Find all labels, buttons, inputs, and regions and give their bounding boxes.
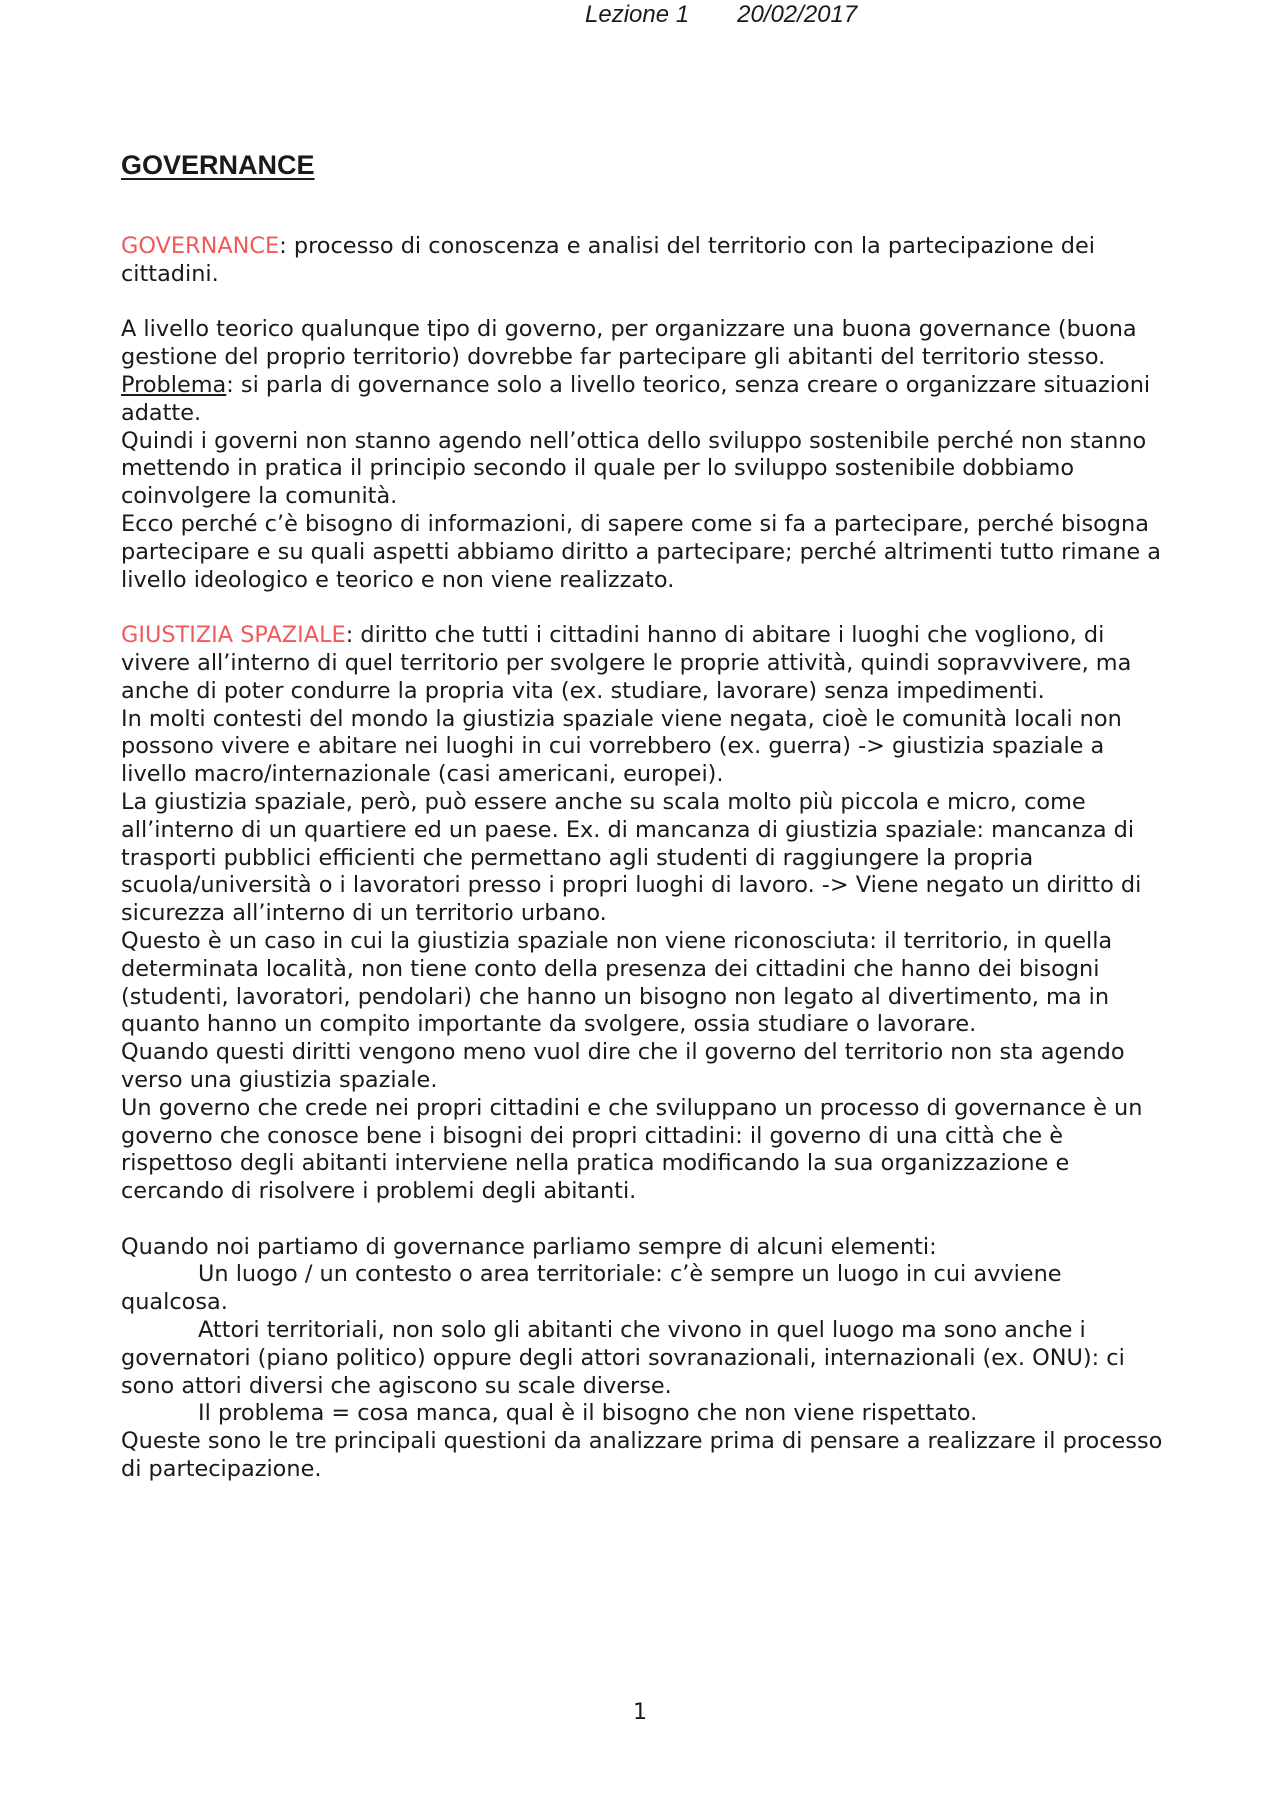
element-place: Un luogo / un contesto o area territoriale: c’è sempre un luogo in cui avviene qualcosa. <box>121 1261 1062 1316</box>
paragraph-case: Questo è un caso in cui la giustizia spaziale non viene riconosciuta: il territorio, in quella determinata località, non tiene conto della presenza dei cittadini che hanno dei bisogni (studenti, lavoratori, pendolari) che hanno un bisogno non legato al divertimento, ma in quanto hanno un compito importante da svolgere, ossia studiare o lavorare. <box>121 927 1113 1038</box>
governance-definition <box>121 233 1171 289</box>
governance-definition-text: : processo di conoscenza e analisi del territorio con la partecipazione dei cittadini. <box>121 233 1096 287</box>
elements-intro: Quando noi partiamo di governance parliamo sempre di alcuni elementi: <box>121 1233 937 1260</box>
paragraph-information: Ecco perché c’è bisogno di informazioni, di sapere come si fa a partecipare, perché bisogna partecipare e su quali aspetti abbiamo diritto a partecipare; perché altrimenti tutto rimane a livello ideologico e teorico e non viene realizzato. <box>121 510 1161 593</box>
spatial-justice-definition-text: : diritto che tutti i cittadini hanno di abitare i luoghi che vogliono, di vivere all’interno di quel territorio per svolgere le proprie attività, quindi sopravvivere, ma anche di poter condurre la propria vita (ex. studiare, lavorare) senza impedimenti. <box>121 622 1132 704</box>
document-body <box>121 233 1171 1484</box>
spatial-justice-definition <box>121 622 1171 705</box>
paragraph-theory: A livello teorico qualunque tipo di governo, per organizzare una buona governance (buona gestione del proprio territorio) dovrebbe far partecipare gli abitanti del territorio stesso. <box>121 316 1137 371</box>
paragraph-rights: Quando questi diritti vengono meno vuol dire che il governo del territorio non sta agendo verso una giustizia spaziale. <box>121 1039 1125 1093</box>
closing-paragraph: Queste sono le tre principali questioni da analizzare prima di pensare a realizzare il processo di partecipazione. <box>121 1428 1163 1483</box>
paragraph-good-government: Un governo che crede nei propri cittadini e che sviluppano un processo di governance è un governo che conosce bene i bisogni dei propri cittadini: il governo di una città che è rispettoso degli abitanti interviene nella pratica modificando la sua organizzazione e cercando di risolvere i problemi degli abitanti. <box>121 1094 1143 1205</box>
paragraph-sustainability: Quindi i governi non stanno agendo nell’ottica dello sviluppo sostenibile perché non stanno mettendo in pratica il principio secondo il quale per lo sviluppo sostenibile dobbiamo coinvolgere la comunità. <box>121 427 1147 510</box>
problem-statement <box>121 372 1171 428</box>
page-title: GOVERNANCE <box>121 150 315 180</box>
problem-text: : si parla di governance solo a livello teorico, senza creare o organizzare situazioni adatte. <box>121 371 1151 426</box>
lesson-label: Lezione 1 <box>585 1 690 28</box>
lesson-date: 20/02/2017 <box>737 1 858 28</box>
element-problem: Il problema = cosa manca, qual è il bisogno che non viene rispettato. <box>198 1400 978 1427</box>
spatial-justice-term: GIUSTIZIA SPAZIALE <box>121 622 346 649</box>
paragraph-negated-justice: In molti contesti del mondo la giustizia spaziale viene negata, cioè le comunità locali non possono vivere e abitare nei luoghi in cui vorrebbero (ex. guerra) -> giustizia spaziale a livello macro/internazionale (casi americani, europei). <box>121 705 1122 788</box>
governance-term: GOVERNANCE <box>121 233 280 259</box>
page-number: 1 <box>633 1700 647 1725</box>
page-header <box>585 0 857 30</box>
element-actors: Attori territoriali, non solo gli abitanti che vivono in quel luogo ma sono anche i governatori (piano politico) oppure degli attori sovranazionali, internazionali (ex. ONU): ci sono attori diversi che agiscono su scale diverse. <box>121 1317 1125 1399</box>
problem-label: Problema <box>121 371 227 398</box>
paragraph-micro-scale: La giustizia spaziale, però, può essere anche su scala molto più piccola e micro, come all’interno di un quartiere ed un paese. Ex. di mancanza di giustizia spaziale: mancanza di trasporti pubblici efficienti che permettano agli studenti di raggiungere la propria scuola/università o i lavoratori presso i propri luoghi di lavoro. -> Viene negato un diritto di sicurezza all’interno di un territorio urbano. <box>121 788 1142 927</box>
